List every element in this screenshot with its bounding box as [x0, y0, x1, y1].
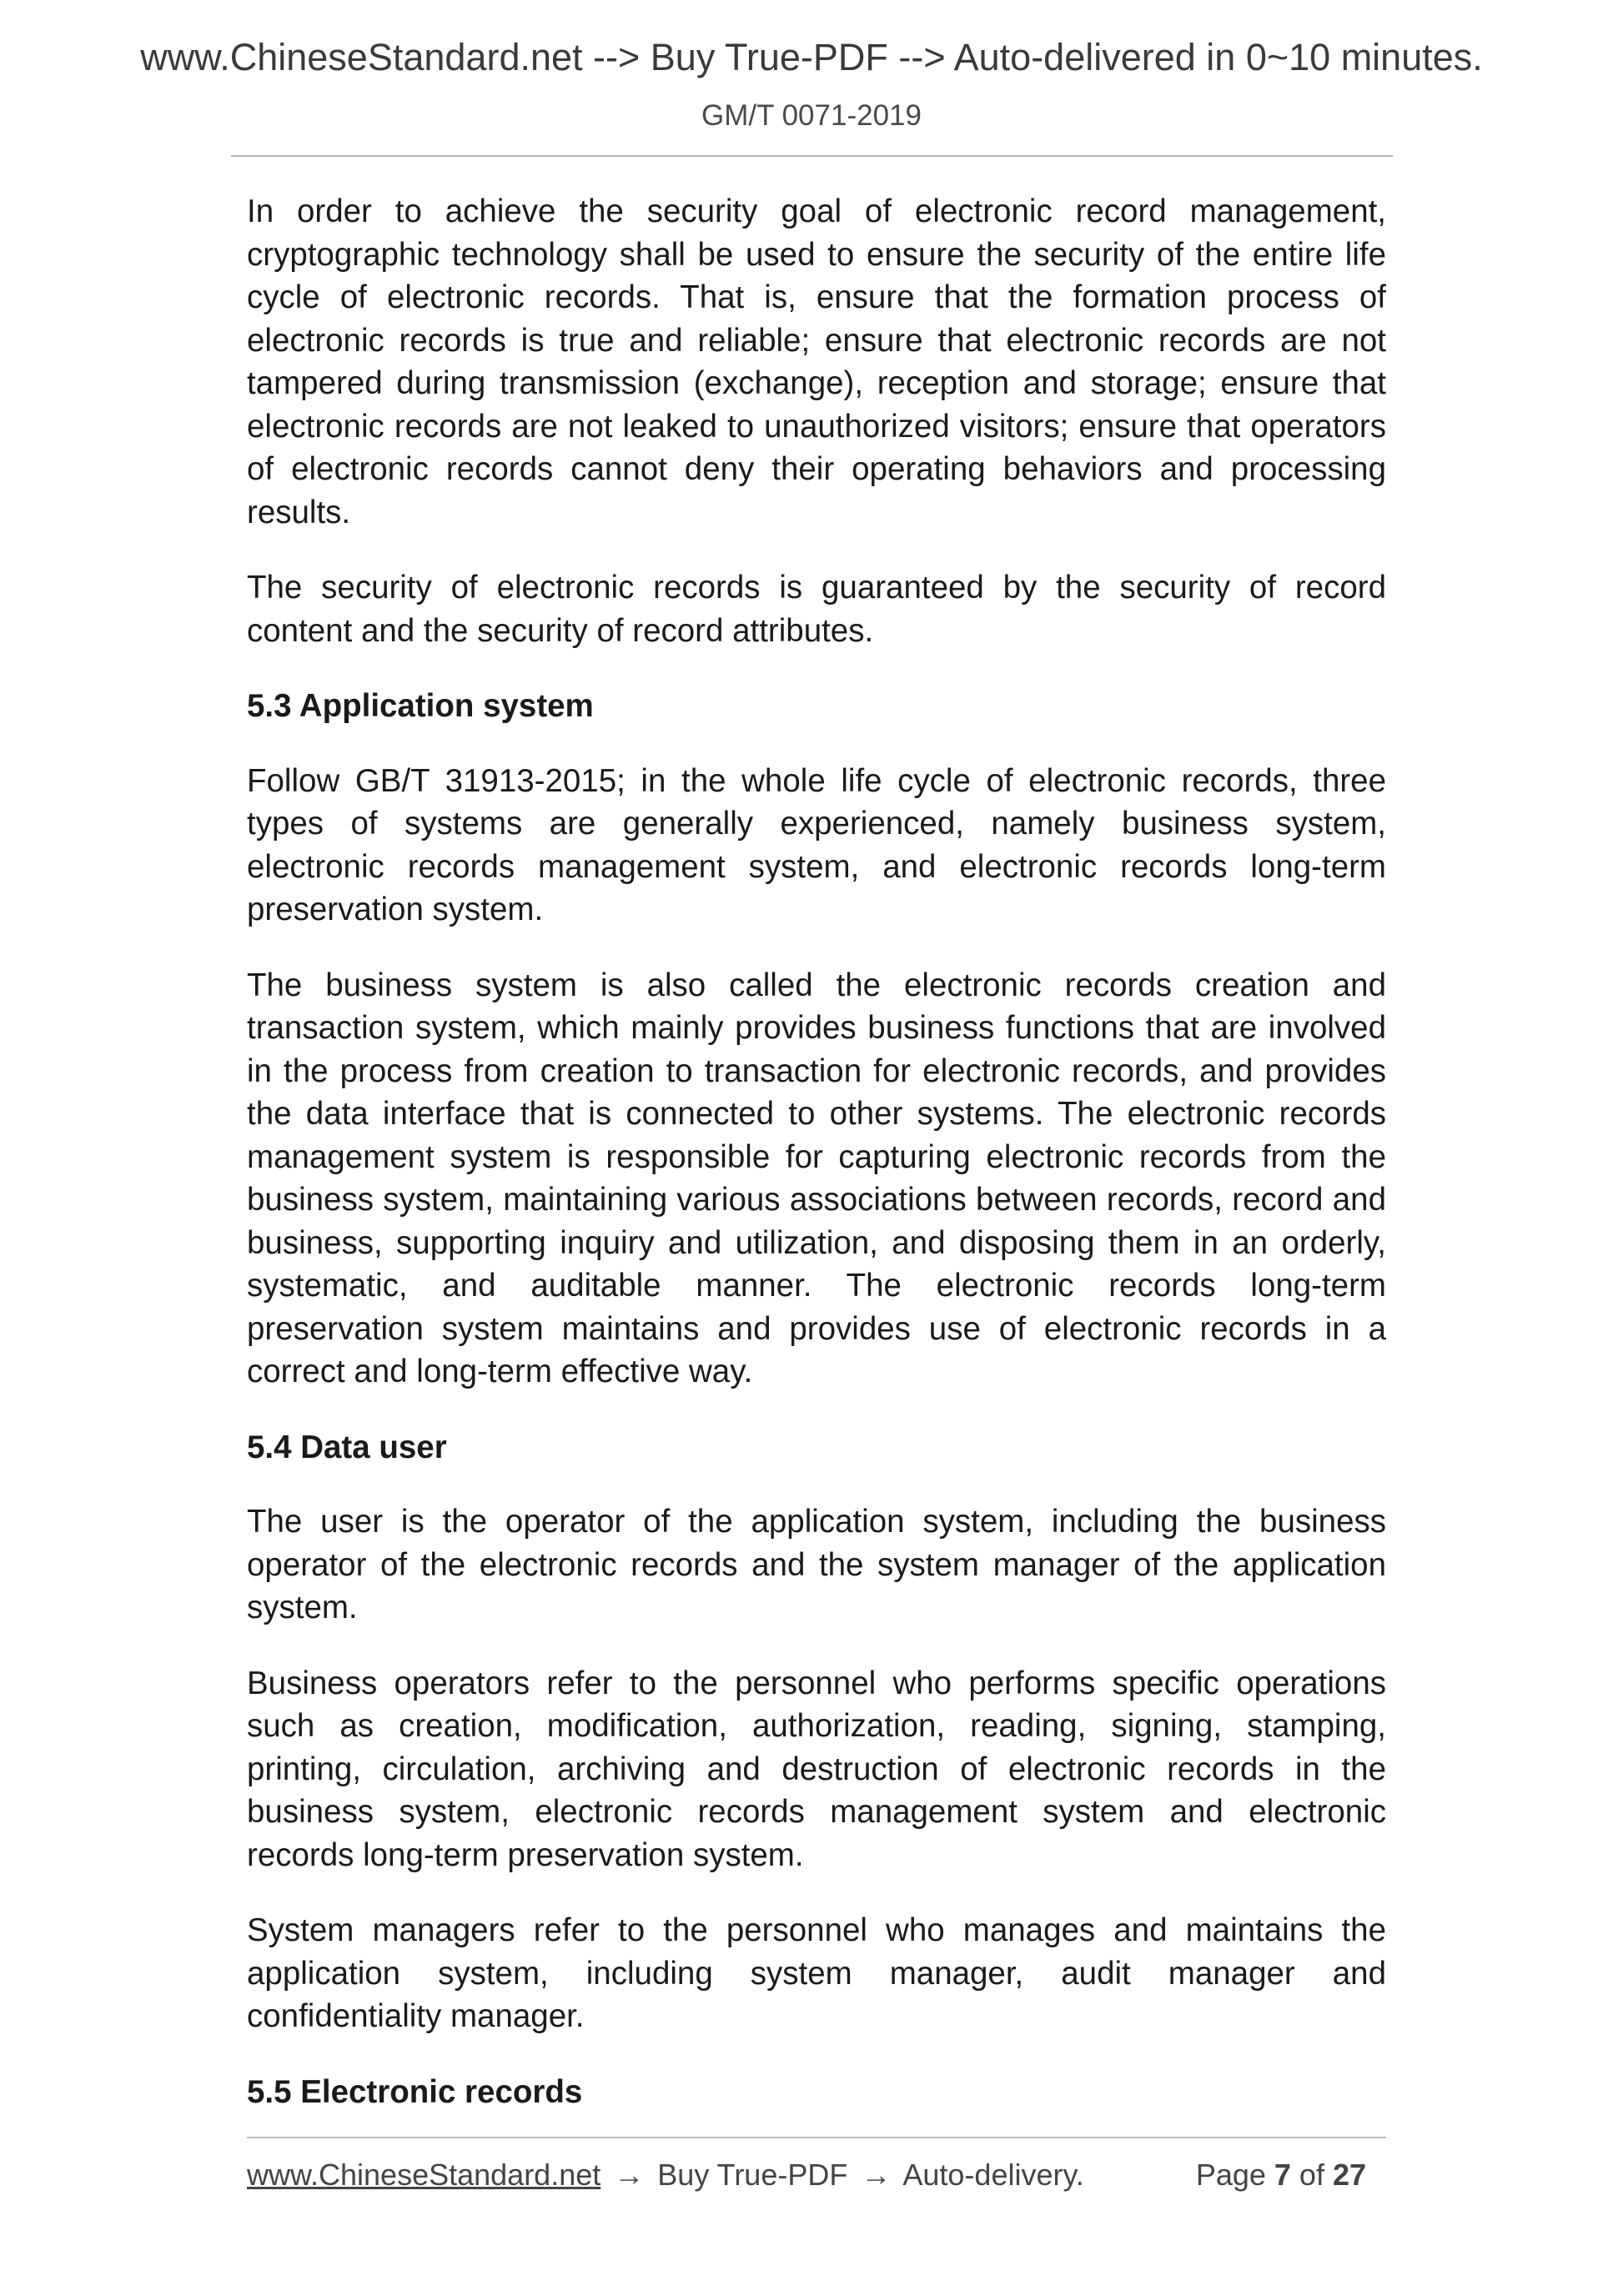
footer-links [247, 2154, 1084, 2196]
site-banner: www.ChineseStandard.net --> Buy True-PDF --> Auto-delivered in 0~10 minutes. [140, 36, 1483, 78]
paragraph-business-system: The business system is also called the electronic records creation and transaction system, which mainly provides business functions that are involved in the process from creation to transaction for electronic records, and provides the data interface that is connected to other systems. The electronic records management system is responsible for capturing electronic records from the business system, maintaining various associations between records, record and business, supporting inquiry and utilization, and disposing them in an orderly, systematic, and auditable manner. The electronic records long-term preservation system maintains and provides use of electronic records in a correct and long-term effective way. [247, 967, 1386, 1389]
section-heading-5-3: 5.3 Application system [247, 688, 594, 724]
document-code: GM/T 0071-2019 [701, 99, 922, 132]
footer-buy-text: Buy True-PDF [657, 2158, 848, 2192]
paragraph-security-goal: In order to achieve the security goal of electronic record management, cryptographic technology shall be used to ensure the security of the entire life cycle of electronic records. That is, ensure that the formation process of electronic records is true and reliable; ensure that electronic records are not tampered during transmission (exchange), reception and storage; ensure that electronic records are not leaked to unauthorized visitors; ensure that operators of electronic records cannot deny their operating behaviors and processing results. [247, 193, 1386, 530]
document-body [247, 190, 1386, 2145]
of-label: of [1299, 2158, 1324, 2192]
page-indicator [1196, 2154, 1374, 2196]
arrow-right-icon: → [861, 2158, 892, 2192]
footer-divider [247, 2137, 1386, 2138]
page-footer [247, 2154, 1386, 2196]
paragraph-security-guarantee: The security of electronic records is guaranteed by the security of record content and the security of record attributes. [247, 570, 1386, 649]
paragraph-system-managers: System managers refer to the personnel who manages and maintains the application system, including system manager, audit manager and confidentiality manager. [247, 1912, 1386, 2034]
paragraph-user-definition: The user is the operator of the application system, including the business operator of the electronic records and the system manager of the application system. [247, 1504, 1386, 1625]
footer-delivery-text: Auto-delivery. [902, 2158, 1084, 2192]
page-label: Page [1195, 2158, 1266, 2192]
current-page-number: 7 [1274, 2158, 1291, 2192]
arrow-right-icon: → [614, 2158, 645, 2192]
header-divider [231, 155, 1393, 157]
paragraph-system-types: Follow GB/T 31913-2015; in the whole life cycle of electronic records, three types of systems are generally experienced, namely business system, electronic records management system, and electronic records long-term preservation system. [247, 762, 1386, 927]
total-page-count: 27 [1332, 2158, 1366, 2192]
footer-site-link[interactable]: www.ChineseStandard.net [247, 2158, 601, 2192]
paragraph-business-operators: Business operators refer to the personnel who performs specific operations such as creation, modification, authorization, reading, signing, stamping, printing, circulation, archiving and destruction of electronic records in the business system, electronic records management system and electronic records long-term preservation system. [247, 1665, 1386, 1873]
section-heading-5-4: 5.4 Data user [247, 1429, 447, 1465]
section-heading-5-5: 5.5 Electronic records [247, 2073, 583, 2110]
